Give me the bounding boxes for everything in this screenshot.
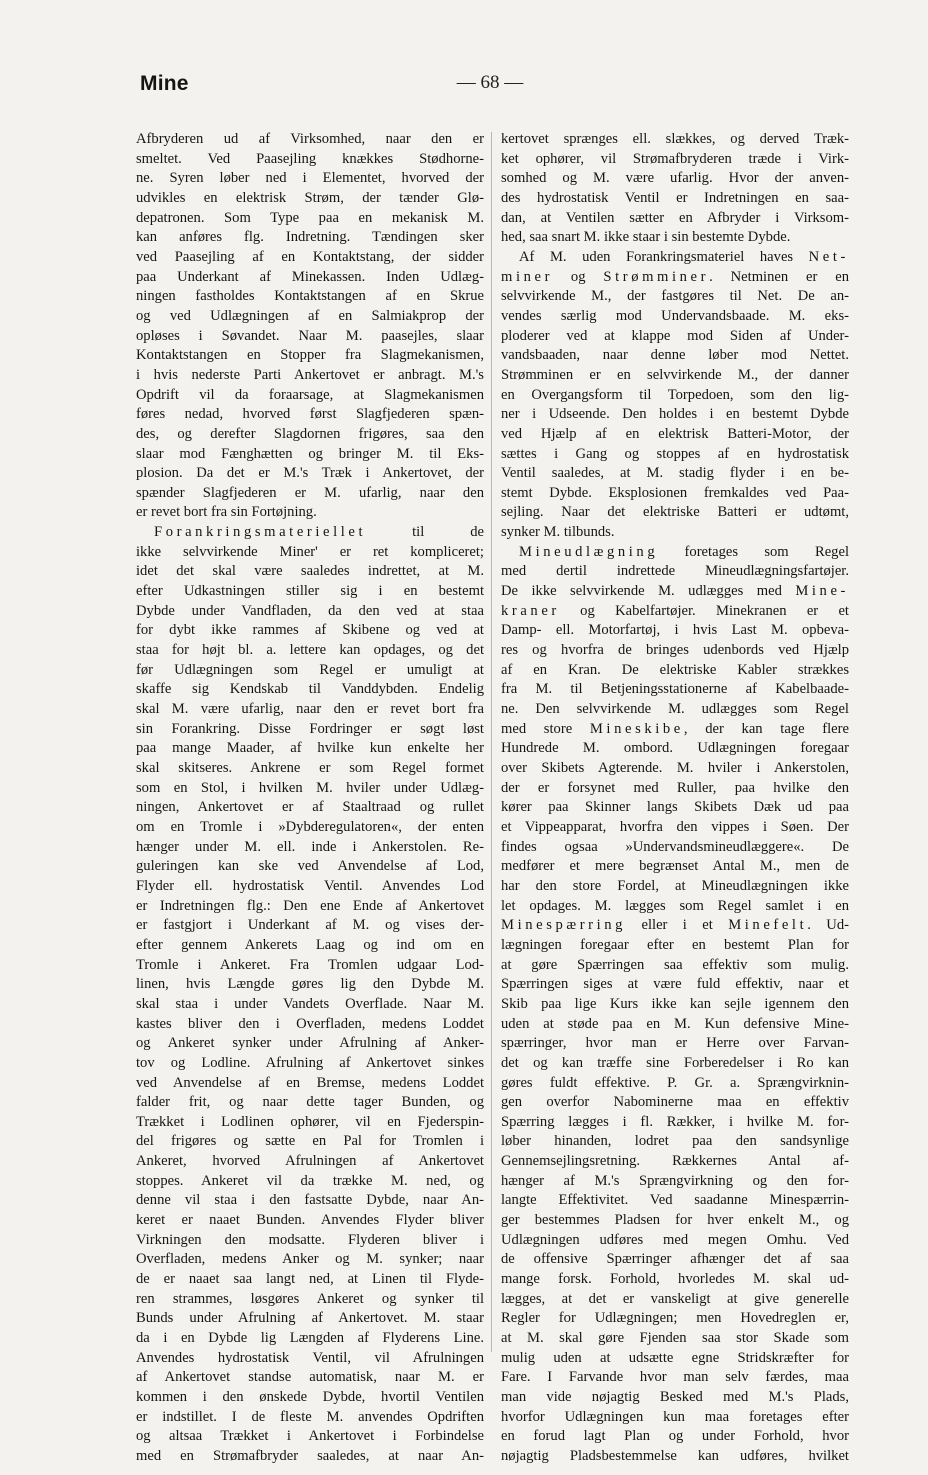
text-segment: langte Effektivitet. Ved saadanne Minespærrin- — [501, 1192, 849, 1209]
text-segment: Virkningen den modsatte. Flyderen bliver i — [136, 1231, 484, 1248]
text-line — [136, 150, 484, 170]
text-line — [501, 1447, 849, 1467]
text-segment: udvikles en elektrisk Strøm, der tænder Glø- — [136, 189, 484, 206]
text-line — [136, 1309, 484, 1329]
text-segment: stoppes. Ankeret vil da trække M. ned, og — [136, 1172, 484, 1189]
right-text-column — [501, 130, 849, 1467]
text-segment: hed, saa snart M. ikke staar i sin bestemte Dybde. — [501, 229, 791, 246]
text-segment: kertovet sprænges ell. slækkes, og derved Træk- — [501, 131, 849, 147]
text-segment: Ventil saaledes, at M. stadig flyder i en be- — [501, 465, 849, 482]
text-line — [501, 1034, 849, 1054]
text-segment: Strømminen er en selvvirkende M., der danner — [501, 366, 849, 383]
text-line — [501, 464, 849, 484]
text-segment: i hvis nederste Parti Ankertovet er anbragt. M.'s — [136, 366, 484, 383]
text-segment: gen overfor Nabominerne maa en effektiv — [501, 1094, 849, 1111]
text-line — [136, 386, 484, 406]
text-segment: ploderer ved at klappe mod Siden af Under- — [501, 327, 849, 344]
text-line — [501, 1191, 849, 1211]
text-line — [501, 1152, 849, 1172]
text-segment: ningen, Ankertovet er af Staaltraad og rullet — [136, 799, 484, 816]
text-segment: Udlægningen udføres med megen Omhu. Ved — [501, 1231, 849, 1248]
text-segment: ne. Den selvvirkende M. udlægges som Regel — [501, 701, 849, 718]
text-segment: Hundrede M. ombord. Udlægningen foregaar — [501, 740, 849, 757]
text-line — [136, 1349, 484, 1369]
text-line — [501, 543, 849, 563]
text-segment: idet det skal være saaledes indrettet, at M. — [136, 563, 484, 580]
text-segment: Afbryderen ud af Virksomhed, naar den er — [136, 131, 484, 147]
text-segment: er revet bort fra sin Fortøjning. — [136, 504, 317, 521]
text-line — [136, 1152, 484, 1172]
text-segment: Anvendes hydrostatisk Ventil, vil Afrulningen — [136, 1349, 484, 1366]
text-line — [501, 1054, 849, 1074]
text-segment: res og hvorfra de bringes udenbords ved Hjælp — [501, 642, 849, 659]
spaced-term: Mineudlægning — [519, 543, 659, 560]
text-line — [136, 680, 484, 700]
text-segment: ner i Udseende. Den holdes i en bestemt Dybde — [501, 406, 849, 423]
text-line — [501, 1368, 849, 1388]
text-line — [136, 1132, 484, 1152]
text-segment: kastes bliver den i Overfladen, medens Loddet — [136, 1015, 484, 1032]
text-segment: synker M. tilbunds. — [501, 524, 615, 541]
text-line — [501, 503, 849, 523]
text-segment: Regler for Udlægningen; men Hovedreglen er, — [501, 1310, 849, 1327]
text-segment: løber hinanden, lodret paa den sandsynlige — [501, 1133, 849, 1150]
text-segment: somhed og M. være ufarlig. Hvor der anven- — [501, 170, 849, 187]
text-line — [501, 562, 849, 582]
text-segment: Skib paa lige Kurs ikke kan sejle igennem den — [501, 995, 849, 1012]
text-segment: kører paa Skinner langs Skibets Dæk ud paa — [501, 799, 849, 816]
text-line — [136, 877, 484, 897]
text-segment: og — [553, 268, 604, 285]
text-segment: mange forsk. Forhold, hvorledes M. skal ud- — [501, 1271, 849, 1288]
text-line — [136, 307, 484, 327]
text-segment: gøres fuldt effektive. P. Gr. a. Sprængvirknin- — [501, 1074, 849, 1091]
text-line — [501, 484, 849, 504]
text-line — [501, 1349, 849, 1369]
text-line — [136, 543, 484, 563]
text-line — [501, 956, 849, 976]
text-line — [501, 798, 849, 818]
text-segment: denne vil staa i den fastsatte Dybde, naar An- — [136, 1192, 484, 1209]
text-segment: det og kan træffe sine Forberedelser i Ro kan — [501, 1054, 849, 1071]
text-segment: skal M. være ufarlig, naar den er revet bort fra — [136, 701, 484, 718]
text-segment: Bunds under Afrulning af Ankertovet. M. staar — [136, 1310, 484, 1327]
text-segment: før Udlægningen som Regel er umuligt at — [136, 661, 484, 678]
text-segment: selvvirkende M., der fastgøres til Net. De an- — [501, 288, 849, 305]
spaced-term: Minespærring — [501, 917, 627, 934]
text-line — [501, 169, 849, 189]
text-line — [136, 1054, 484, 1074]
text-line — [501, 1211, 849, 1231]
text-line — [501, 130, 849, 150]
text-line — [136, 1250, 484, 1270]
text-line — [501, 1329, 849, 1349]
text-segment: efter Udkastningen stiller sig i en bestemt — [136, 583, 484, 600]
text-segment: Kontaktstangen en Stopper fra Slagmekanismen, — [136, 347, 484, 364]
text-line — [136, 366, 484, 386]
text-line — [136, 1093, 484, 1113]
text-line — [501, 346, 849, 366]
text-segment: ved Hjælp af en elektrisk Batteri-Motor, der — [501, 425, 849, 442]
text-segment: paa mange Maader, af hvilke kun enkelte her — [136, 740, 484, 757]
text-line — [501, 209, 849, 229]
text-segment: linen, hvis Længde gøres lig den Dybde M. — [136, 976, 484, 993]
text-segment: lægges, at det er vanskeligt at give generelle — [501, 1290, 849, 1307]
text-line — [501, 877, 849, 897]
spaced-term: Net- — [808, 248, 849, 265]
text-segment: føres nedad, hvorved først Slagfjederen spæn- — [136, 406, 484, 423]
text-line — [501, 1270, 849, 1290]
text-segment: en forud lagt Plan og under Forhold, hvor — [501, 1428, 849, 1445]
text-line — [136, 562, 484, 582]
text-segment: til de — [366, 524, 484, 541]
text-segment: Spærringen siges at være fuld effektiv, naar et — [501, 976, 849, 993]
text-segment: opløses i Søvandet. Naar M. paasejles, slaar — [136, 327, 484, 344]
text-line — [136, 975, 484, 995]
text-line — [501, 1250, 849, 1270]
text-segment: dan, at Ventilen sætter en Afbryder i Virksom- — [501, 209, 849, 226]
text-segment: vendes særlig mod Undervandsbaade. M. eks- — [501, 307, 849, 324]
text-segment: med dertil indrettede Mineudlægningsfartøjer. — [501, 563, 849, 580]
text-segment: nøjagtig Pladsbestemmelse kan udføres, hvilket — [501, 1447, 849, 1464]
text-segment: lægningen foregaar efter en bestemt Plan for — [501, 936, 849, 953]
text-line — [136, 503, 484, 523]
text-segment: kommen i den ønskede Dybde, hvortil Ventilen — [136, 1389, 484, 1405]
text-segment: der er forsynet med Ruller, paa hvilke den — [501, 779, 849, 796]
text-segment: smeltet. Ved Paasejling knækkes Stødhorne- — [136, 150, 484, 167]
text-line — [501, 680, 849, 700]
text-segment: staa for højt bl. a. lettere kan opdages, og det — [136, 642, 484, 659]
text-segment: fra M. til Betjeningsstationerne af Kabelbaade- — [501, 681, 849, 698]
text-line — [501, 602, 849, 622]
text-line — [136, 287, 484, 307]
text-line — [136, 425, 484, 445]
text-line — [136, 484, 484, 504]
text-segment: Trækket i Lodlinen ophører, vil en Fjederspin- — [136, 1113, 484, 1130]
text-segment: er indstillet. I de fleste M. anvendes Opdriften — [136, 1408, 484, 1425]
text-segment: Flyder ell. hydrostatisk Ventil. Anvendes Lod — [136, 877, 484, 894]
text-segment: skaffe sig Kendskab til Vanddybden. Endelig — [136, 681, 484, 698]
text-line — [501, 287, 849, 307]
text-line — [501, 818, 849, 838]
text-line — [501, 975, 849, 995]
text-segment: . Ud- — [807, 917, 849, 934]
text-line — [501, 386, 849, 406]
text-segment: vandsbaaden, naar denne løber mod Nettet. — [501, 347, 849, 364]
spaced-term: Strømminer — [603, 268, 710, 285]
text-line — [136, 720, 484, 740]
text-line — [136, 1329, 484, 1349]
text-line — [136, 838, 484, 858]
text-segment: , der kan tage flere — [683, 720, 849, 737]
text-segment: for dybt ikke rammes af Skibene og ved at — [136, 622, 484, 639]
text-line — [136, 1172, 484, 1192]
page-number: — 68 — — [456, 72, 524, 93]
text-line — [501, 307, 849, 327]
text-line — [136, 523, 484, 543]
text-segment: hænger af M.'s Sprængvirkning og den for- — [501, 1172, 849, 1189]
text-line — [136, 759, 484, 779]
text-segment: over Skibets Agterende. M. hviler i Ankerstolen, — [501, 760, 849, 776]
text-line — [136, 995, 484, 1015]
text-line — [136, 1447, 484, 1467]
text-segment: ket ophører, vil Strømafbryderen træde i Virk- — [501, 150, 849, 167]
text-segment: med en Strømafbryder saaledes, at naar An- — [136, 1447, 484, 1464]
text-line — [501, 1015, 849, 1035]
text-segment: des, og derefter Slagdornen frigøres, saa den — [136, 425, 484, 442]
text-line — [136, 209, 484, 229]
text-line — [501, 1231, 849, 1251]
text-line — [136, 818, 484, 838]
text-line — [136, 621, 484, 641]
text-line — [136, 739, 484, 759]
spaced-term: Mine- — [795, 583, 849, 600]
text-line — [136, 1270, 484, 1290]
text-segment: Overfladen, medens Anker og M. synker; naar — [136, 1251, 484, 1268]
text-line — [136, 582, 484, 602]
text-segment: uden at støde paa en M. Kun defensive Mine- — [501, 1015, 849, 1032]
page-header — [0, 68, 928, 108]
text-line — [136, 641, 484, 661]
text-line — [136, 857, 484, 877]
text-line — [501, 621, 849, 641]
text-segment: og altsaa Trækket i Ankertovet i Forbindelse — [136, 1428, 484, 1445]
text-line — [501, 582, 849, 602]
text-segment: Spærring lægges i fl. Rækker, i hvilke M. for- — [501, 1113, 849, 1130]
text-line — [136, 798, 484, 818]
text-segment: med store — [501, 720, 590, 737]
text-line — [501, 897, 849, 917]
spaced-term: kraner — [501, 602, 560, 619]
text-segment: spænder Slagfjederen er M. ufarlig, naar den — [136, 484, 484, 501]
text-line — [501, 857, 849, 877]
text-line — [136, 228, 484, 248]
text-line — [501, 641, 849, 661]
text-segment: del frigøres og sætte en Pal for Tromlen i — [136, 1133, 484, 1150]
text-segment: en Overgangsform til Torpedoen, som den lig- — [501, 386, 849, 403]
text-line — [136, 956, 484, 976]
text-segment: eller i et — [626, 917, 729, 934]
text-line — [501, 327, 849, 347]
text-line — [136, 1211, 484, 1231]
spaced-term: miner — [501, 268, 554, 285]
text-segment: ikke selvvirkende Miner' er ret kompliceret; — [136, 543, 484, 560]
text-line — [501, 1172, 849, 1192]
spaced-term: Minefelt — [728, 917, 808, 934]
text-segment: ne. Syren løber ned i Elementet, hvorved der — [136, 170, 484, 187]
text-line — [136, 1074, 484, 1094]
text-line — [501, 523, 849, 543]
text-segment: efter gennem Ankerets Laag og ind om en — [136, 936, 484, 953]
text-line — [501, 995, 849, 1015]
text-segment: des hydrostatisk Ventil er Indretningen en saa- — [501, 189, 849, 206]
text-segment: sin Forankring. Disse Fordringer er søgt løst — [136, 720, 484, 737]
text-line — [136, 1231, 484, 1251]
text-segment: ger bestemmes Pladsen for hver enkelt M., og — [501, 1212, 849, 1229]
column-divider — [491, 132, 492, 1352]
text-segment: sejling. Naar det elektriske Batteri er udtømt, — [501, 504, 849, 521]
text-segment: let opdages. M. lægges som Regel samlet i en — [501, 897, 849, 914]
text-segment: De ikke selvvirkende M. udlægges med — [501, 583, 796, 600]
text-line — [136, 1408, 484, 1428]
text-segment: plosion. Da det er M.'s Træk i Ankertovet, der — [136, 465, 484, 482]
text-line — [136, 405, 484, 425]
text-line — [501, 366, 849, 386]
text-line — [501, 739, 849, 759]
text-segment: at M. skal gøre Fjenden saa stor Skade som — [501, 1330, 849, 1347]
text-line — [136, 1290, 484, 1310]
text-line — [136, 1113, 484, 1133]
text-line — [136, 445, 484, 465]
text-segment: stemt Dybde. Eksplosionen fremkaldes ved Paa- — [501, 484, 849, 501]
text-line — [501, 779, 849, 799]
spaced-term: Mineskibe — [589, 720, 684, 737]
text-segment: tov og Lodline. Afrulning af Ankertovet sinkes — [136, 1054, 484, 1071]
text-segment: Opdrift vil da foraarsage, at Slagmekanismen — [136, 386, 484, 403]
text-segment: et Vippeapparat, hvorfra den vippes i Søen. Der — [501, 818, 849, 835]
text-segment: man vide nøjagtig Besked med M.'s Plads, — [501, 1389, 849, 1405]
text-segment: af en Kran. De elektriske Kabler strækkes — [501, 661, 849, 678]
text-segment: Fare. I Farvande hvor man selv færdes, maa — [501, 1369, 849, 1386]
text-segment: ved Paasejling af en Kontaktstang, der sidder — [136, 248, 484, 265]
text-line — [136, 700, 484, 720]
text-segment: sættes i Gang og stoppes af en hydrostatisk — [501, 445, 849, 462]
text-line — [501, 1408, 849, 1428]
text-segment: . Netminen er en — [709, 268, 850, 285]
text-line — [501, 405, 849, 425]
text-line — [136, 1427, 484, 1447]
text-line — [136, 189, 484, 209]
text-segment: Gennemsejlingsretning. Rækkernes Antal af- — [501, 1153, 849, 1170]
text-segment: de er naaet saa langt ned, at Linen til Flyde- — [136, 1271, 484, 1288]
text-segment: mulig uden at udsætte egne Stridskræfter for — [501, 1349, 849, 1366]
text-segment: skal staa i under Vandets Overflade. Naar M. — [136, 995, 484, 1012]
text-line — [501, 838, 849, 858]
text-line — [501, 759, 849, 779]
text-line — [501, 1074, 849, 1094]
text-line — [501, 425, 849, 445]
text-line — [501, 1309, 849, 1329]
text-line — [501, 700, 849, 720]
text-line — [501, 720, 849, 740]
text-segment: slaar mod Fænghætten og bringer M. til Eks- — [136, 445, 484, 462]
spaced-term: Forankringsmateriellet — [154, 524, 367, 541]
text-line — [136, 936, 484, 956]
text-line — [501, 1093, 849, 1113]
text-segment: spærringer, hvor man er Herre over Farvan- — [501, 1035, 849, 1052]
text-segment: er fastgjort i Underkant af M. og vises der- — [136, 917, 484, 934]
text-line — [136, 464, 484, 484]
text-segment: om en Tromle i »Dybderegulatoren«, der enten — [136, 818, 484, 835]
text-segment: Damp- ell. Motorfartøj, i hvis Last M. opbeva- — [501, 622, 849, 639]
text-segment: Af M. uden Forankringsmateriel haves — [519, 248, 809, 265]
text-segment: og ved Udlægningen af en Salmiakprop der — [136, 307, 484, 324]
text-line — [136, 779, 484, 799]
text-segment: Dybde under Vandfladen, da den ved at staa — [136, 602, 484, 619]
text-line — [501, 268, 849, 288]
text-line — [501, 189, 849, 209]
text-segment: kan anføres flg. Indretning. Tændingen sker — [136, 229, 484, 246]
text-line — [136, 327, 484, 347]
text-segment: ren strammes, løsgøres Ankeret og synker til — [136, 1290, 484, 1307]
text-line — [136, 1368, 484, 1388]
text-segment: ved Anvendelse af en Bremse, medens Loddet — [136, 1074, 484, 1091]
text-line — [501, 1290, 849, 1310]
text-line — [136, 346, 484, 366]
text-segment: da i en Dybde lig Længden af Flyderens Line. — [136, 1330, 484, 1347]
text-segment: findes ogsaa »Undervandsmineudlæggere«. De — [501, 838, 849, 855]
text-line — [136, 268, 484, 288]
text-line — [136, 916, 484, 936]
text-segment: falder frit, og naar dette tager Bunden, og — [136, 1094, 484, 1111]
text-segment: keret er naaet Bunden. Anvendes Flyder bliver — [136, 1212, 484, 1229]
text-line — [501, 150, 849, 170]
text-segment: foretages som Regel — [658, 543, 849, 560]
text-segment: medfører et mere begrænset Antal M., men de — [501, 858, 849, 875]
text-segment: Ankeret, hvorved Afrulningen af Ankertovet — [136, 1153, 484, 1170]
text-line — [501, 248, 849, 268]
text-line — [501, 1427, 849, 1447]
text-line — [501, 228, 849, 248]
text-segment: som en Stol, i hvilken M. hviler under Udlæg- — [136, 779, 484, 796]
text-line — [136, 602, 484, 622]
text-line — [501, 445, 849, 465]
text-line — [136, 130, 484, 150]
text-line — [501, 1388, 849, 1408]
text-segment: Tromle i Ankeret. Fra Tromlen udgaar Lod- — [136, 956, 484, 973]
left-text-column — [136, 130, 484, 1467]
text-segment: de offensive Spærringer afhænger det af saa — [501, 1251, 849, 1268]
text-line — [501, 1132, 849, 1152]
text-line — [501, 661, 849, 681]
text-line — [136, 661, 484, 681]
text-line — [136, 1388, 484, 1408]
text-line — [501, 1113, 849, 1133]
text-line — [501, 936, 849, 956]
text-segment: og Ankeret synker under Afrulning af Anker- — [136, 1035, 484, 1052]
text-line — [136, 1034, 484, 1054]
text-segment: og Kabelfartøjer. Minekranen er et — [559, 602, 849, 619]
text-segment: har den store Fordel, at Mineudlægningen ikke — [501, 877, 849, 894]
text-line — [136, 897, 484, 917]
text-segment: er Indretningen flg.: Den ene Ende af Ankertovet — [136, 897, 484, 914]
text-segment: skal skitseres. Ankrene er som Regel formet — [136, 760, 484, 776]
text-segment: paa Underkant af Minekassen. Inden Udlæg- — [136, 268, 484, 285]
running-head-title: Mine — [140, 72, 189, 95]
text-segment: at gøre Spærringen saa effektiv som mulig. — [501, 956, 849, 973]
text-line — [501, 916, 849, 936]
text-segment: hvorfor Udlægningen kun maa foretages efter — [501, 1408, 849, 1425]
text-line — [136, 1191, 484, 1211]
text-segment: ningen fastholdes Kontaktstangen af en Skrue — [136, 288, 484, 305]
text-segment: hænger under M. ell. inde i Ankerstolen. Re- — [136, 838, 484, 855]
text-line — [136, 169, 484, 189]
text-segment: depatronen. Som Type paa en mekanisk M. — [136, 209, 484, 226]
text-line — [136, 1015, 484, 1035]
text-segment: af Ankertovet standse automatisk, naar M. er — [136, 1369, 484, 1386]
text-line — [136, 248, 484, 268]
text-segment: guleringen kan ske ved Anvendelse af Lod, — [136, 858, 484, 875]
